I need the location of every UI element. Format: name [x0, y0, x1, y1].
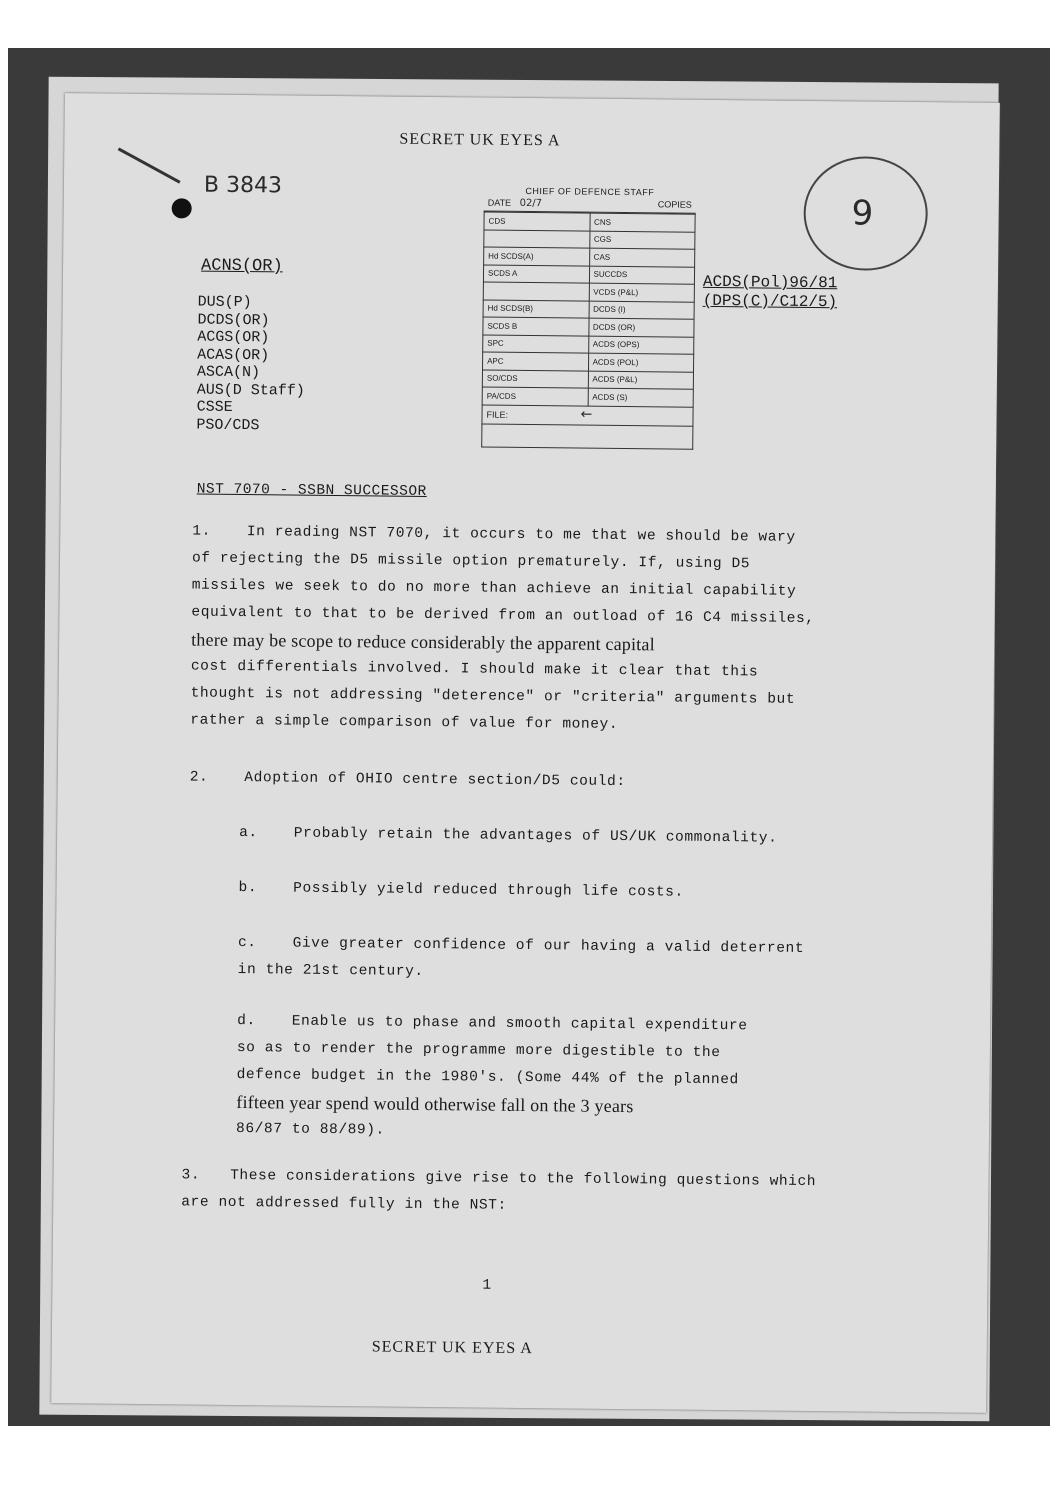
punch-hole [172, 198, 192, 218]
para-number: 2. [189, 769, 209, 786]
stamp-cell-right: VCDS (P&L) [589, 283, 695, 302]
stamp-cell-left: SO/CDS [482, 370, 588, 389]
sub-item-b [238, 875, 938, 909]
sub-item-text: Give greater confidence of our having a valid deterrent [292, 935, 805, 957]
document-page [51, 93, 1000, 1413]
stamp-row [484, 230, 695, 250]
addressee-item: AUS(D Staff) [196, 381, 305, 400]
stamp-cell-right: ACDS (POL) [588, 353, 694, 372]
para-number: 3. [181, 1167, 201, 1184]
handwritten-reference: B 3843 [203, 172, 283, 199]
stamp-cell-left: SCDS B [483, 317, 589, 336]
stamp-cell-right: DCDS (OR) [588, 318, 694, 337]
stamp-cell-left [483, 282, 589, 301]
para-number: 1. [192, 523, 211, 540]
sub-item-label: c. [237, 935, 257, 952]
stamp-row [482, 370, 693, 390]
stamp-file-label: FILE: [486, 409, 509, 420]
stamp-cell-right: ACDS (P&L) [588, 371, 694, 390]
sub-item-a [239, 820, 939, 854]
addressee-item: ACAS(OR) [197, 346, 270, 364]
addressee-item: DUS(P) [197, 293, 252, 312]
stamp-blank-row [481, 424, 693, 449]
stamp-row [483, 282, 694, 302]
sub-item-text: in the 21st century. [237, 961, 424, 980]
para-line: These considerations give rise to the following questions which [230, 1167, 817, 1191]
stamp-row [483, 265, 694, 285]
sub-item-text: Enable us to phase and smooth capital expenditure [291, 1013, 748, 1035]
paperclip-mark [118, 147, 181, 183]
stamp-cell-left: Hd SCDS(A) [484, 247, 590, 266]
primary-addressee: ACNS(OR) [200, 256, 283, 277]
sub-item-d [236, 1008, 937, 1150]
addressee-item: ACGS(OR) [197, 328, 270, 347]
stamp-cell-left: SCDS A [483, 265, 589, 284]
stamp-date-label: DATE [487, 197, 512, 208]
page-number: 1 [482, 1277, 492, 1294]
stamp-cell-right: CNS [589, 213, 695, 232]
stamp-file-row [481, 405, 693, 426]
sub-item-text: Possibly yield reduced through life costs. [293, 880, 684, 901]
paragraph-2 [190, 764, 940, 799]
addressee-item: PSO/CDS [196, 416, 260, 434]
sub-item-text: 86/87 to 88/89). [235, 1120, 385, 1139]
paragraph-3 [181, 1162, 942, 1224]
para-line: equivalent to that to be derived from an outload of 16 C4 missiles, [191, 604, 815, 628]
addressee-list [196, 294, 305, 435]
stamp-cell-right: ACDS (OPS) [588, 336, 694, 355]
para-line: are not addressed fully in the NST: [181, 1194, 507, 1214]
stamp-grid [482, 212, 696, 408]
sub-item-text: Probably retain the advantages of US/UK commonality. [293, 825, 778, 847]
addressee-item: DCDS(OR) [197, 311, 270, 329]
sub-item-label: d. [237, 1012, 256, 1030]
stamp-row [483, 352, 694, 372]
stamp-cell-left: APC [483, 352, 589, 371]
distribution-stamp [481, 186, 696, 450]
stamp-cell-left [484, 230, 590, 249]
sub-item-text: defence budget in the 1980's. (Some 44% of the planned [236, 1066, 739, 1089]
stamp-cell-left: SPC [483, 335, 589, 354]
addressee-item: CSSE [196, 398, 233, 416]
stamp-cell-right: ACDS (S) [588, 388, 694, 407]
para-line: thought is not addressing "deterence" or "criteria" arguments but [190, 685, 796, 708]
para-line: of rejecting the D5 missile option prematurely. If, using D5 [191, 550, 751, 573]
stamp-cell-left: Hd SCDS(B) [483, 300, 589, 319]
stamp-row [483, 317, 694, 337]
classification-top: SECRET UK EYES A [399, 130, 561, 150]
stamp-cell-right: CAS [589, 248, 695, 267]
sub-item-label: a. [239, 825, 258, 842]
stamp-row [483, 335, 694, 355]
para-line: In reading NST 7070, it occurs to me that we should be wary [246, 524, 796, 546]
stamp-cell-right: SUCCDS [589, 266, 695, 285]
reference-line-1: ACDS(Pol)96/81 [702, 272, 838, 293]
para-line: missiles we seek to do no more than achieve an initial capability [191, 577, 797, 600]
stamp-date-value: 02/7 [519, 197, 543, 210]
para-line: Adoption of OHIO centre section/D5 could: [244, 770, 626, 791]
paragraph-1 [190, 518, 942, 742]
stamp-row [483, 300, 694, 320]
stamp-row [482, 387, 693, 407]
para-line: there may be scope to reduce considerably the apparent capital [191, 629, 655, 655]
stamp-cell-left: CDS [484, 212, 590, 231]
reference-line-2: (DPS(C)/C12/5) [702, 291, 838, 312]
stamp-cell-left: PA/CDS [482, 387, 588, 406]
para-line: cost differentials involved. I should make it clear that this [190, 658, 759, 681]
stamp-title: CHIEF OF DEFENCE STAFF [525, 185, 655, 198]
subject-heading: NST 7070 - SSBN SUCCESSOR [196, 481, 427, 500]
sub-item-text: fifteen year spend would otherwise fall on the 3 years [236, 1091, 634, 1117]
stamp-row [484, 212, 695, 232]
arrow-mark: ← [580, 406, 593, 423]
stamp-row [484, 247, 695, 267]
stamp-cell-right: DCDS (I) [589, 301, 695, 320]
para-line: rather a simple comparison of value for money. [190, 712, 619, 733]
sub-item-label: b. [238, 880, 258, 897]
addressee-item: ASCA(N) [196, 363, 261, 382]
classification-bottom: SECRET UK EYES A [371, 1338, 533, 1358]
stamp-cell-right: CGS [589, 231, 695, 250]
sub-item-c [238, 930, 939, 991]
folio-number: 9 [851, 193, 874, 234]
sub-item-text: so as to render the programme more digestible to the [236, 1039, 721, 1062]
stamp-copies-label: COPIES [657, 199, 692, 210]
